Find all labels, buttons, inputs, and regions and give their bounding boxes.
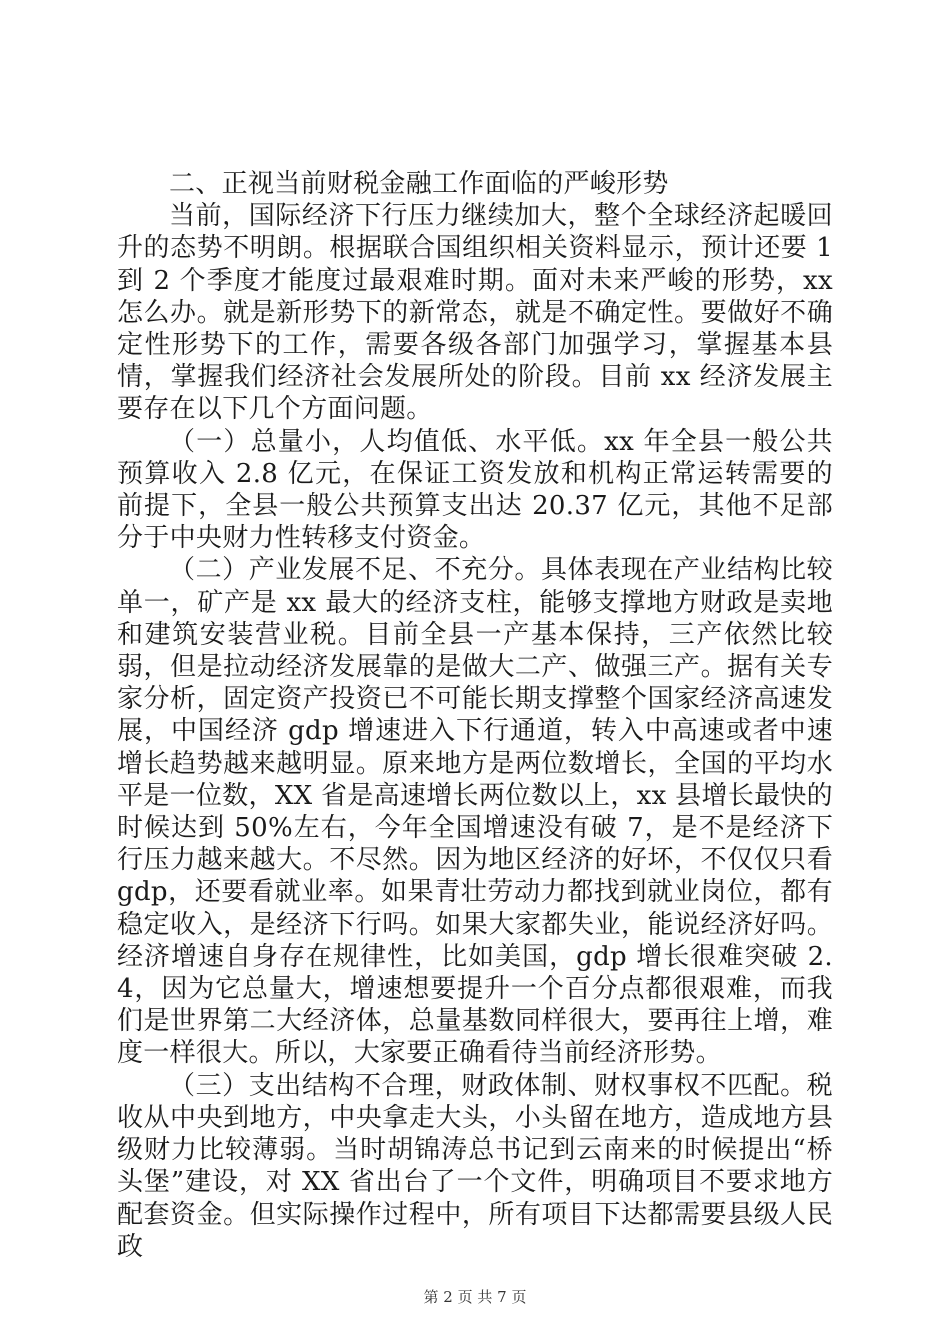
paragraph-issue-one: （一）总量小，人均值低、水平低。xx 年全县一般公共预算收入 2.8 亿元，在保证工资发放和机构正常运转需要的前提下，全县一般公共预算支出达 20.37 亿元，其他不足部分于中央财力性转移支付资金。 bbox=[117, 426, 833, 554]
paragraph-intro: 当前，国际经济下行压力继续加大，整个全球经济起暖回升的态势不明朗。根据联合国组织相关资料显示，预计还要 1 到 2 个季度才能度过最艰难时期。面对未来严峻的形势，xx 怎么办。就是新形势下的新常态，就是不确定性。要做好不确定性形势下的工作，需要各级各部门加强学习，掌握基本县情，掌握我们经济社会发展所处的阶段。目前 xx 经济发展主要存在以下几个方面问题。 bbox=[117, 201, 833, 425]
section-heading: 二、正视当前财税金融工作面临的严峻形势 bbox=[169, 169, 669, 199]
paragraph-issue-three: （三）支出结构不合理，财政体制、财权事权不匹配。税收从中央到地方，中央拿走大头，小头留在地方，造成地方县级财力比较薄弱。当时胡锦涛总书记到云南来的时候提出“桥头堡”建设，对 XX 省出台了一个文件，明确项目不要求地方配套资金。但实际操作过程中，所有项目下达都需要县级人民政 bbox=[117, 1070, 833, 1262]
document-body bbox=[117, 168, 833, 1263]
page-number-footer: 第 2 页 共 7 页 bbox=[423, 1288, 527, 1306]
paragraph-issue-two: （二）产业发展不足、不充分。具体表现在产业结构比较单一，矿产是 xx 最大的经济支柱，能够支撑地方财政是卖地和建筑安装营业税。目前全县一产基本保持，三产依然比较弱，但是拉动经济发展靠的是做大二产、做强三产。据有关专家分析，固定资产投资已不可能长期支撑整个国家经济高速发展，中国经济 gdp 增速进入下行通道，转入中高速或者中速增长趋势越来越明显。原来地方是两位数增长，全国的平均水平是一位数，XX 省是高速增长两位数以上，xx 县增长最快的时候达到 50%左右，今年全国增速没有破 7，是不是经济下行压力越来越大。不尽然。因为地区经济的好坏，不仅仅只看 gdp，还要看就业率。如果青壮劳动力都找到就业岗位，都有稳定收入，是经济下行吗。如果大家都失业，能说经济好吗。经济增速自身存在规律性，比如美国，gdp 增长很难突破 2.4，因为它总量大，增速想要提升一个百分点都很艰难，而我们是世界第二大经济体，总量基数同样很大，要再往上增，难度一样很大。所以，大家要正确看待当前经济形势。 bbox=[117, 555, 833, 1069]
